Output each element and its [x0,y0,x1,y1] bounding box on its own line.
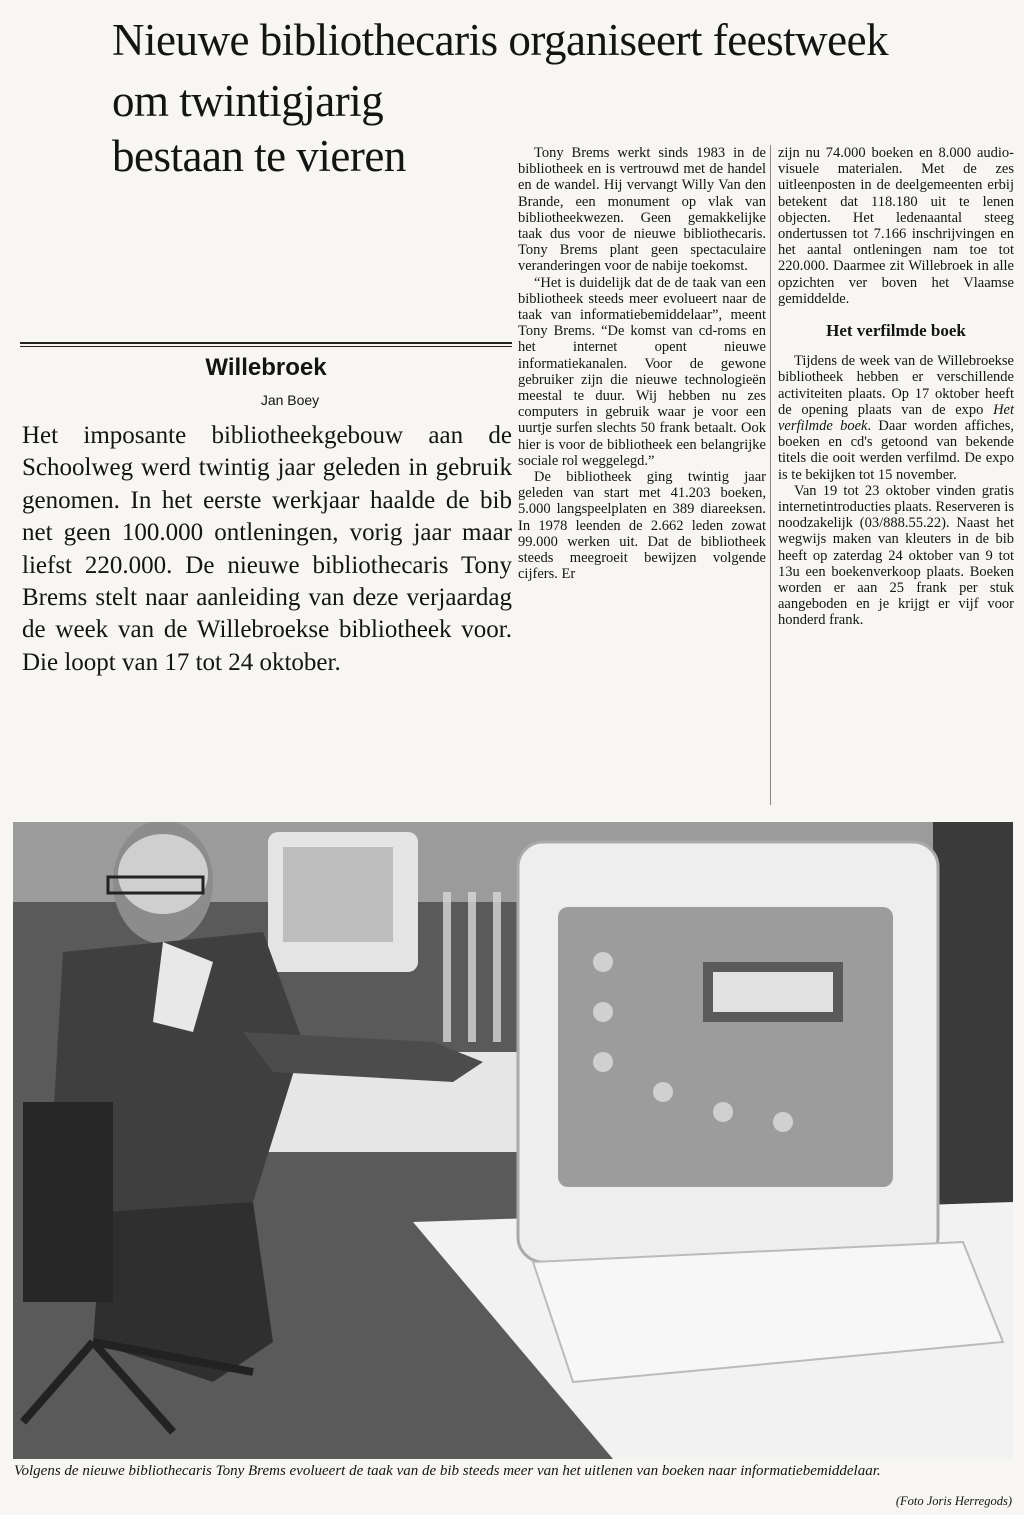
headline-line-3: bestaan te vieren [112,131,406,181]
headline-line-2: om twintigjarig [112,76,384,126]
body-paragraph: Van 19 tot 23 oktober vinden gratis internetintroducties plaats. Reserveren is noodzakelijk (03/888.55.22). Naast het wegwijs maken van kleuters in de bib heeft op zaterdag 24 oktober van 9 tot 13u een boekenverkoop plaats. Boeken worden er aan 25 frank per stuk aangeboden en je krijgt er vijf voor honderd frank. [778,482,1014,629]
body-paragraph: zijn nu 74.000 boeken en 8.000 audio-visuele materialen. Met de zes uitleenposten in de deelgemeenten erbij betekent dat 118.180 uit te lenen objecten. Het ledenaantal steeg ondertussen tot 7.166 inschrijvingen en het aantal ontleningen nam toe tot 220.000. Daarmee zit Willebroek in alle opzichten ver boven het Vlaamse gemiddelde. [778,145,1014,307]
body-paragraph: De bibliotheek ging twintig jaar geleden van start met 41.203 boeken, 5.000 langspeelplaten en 389 diareeksen. In 1978 leenden de 2.662 leden zowat 99.000 werken uit. Dat de bibliotheek steeds meegroeit bewijzen volgende cijfers. Er [518,469,766,583]
body-column-2 [518,145,766,582]
photo-illustration [13,822,1013,1459]
column-divider [770,145,771,805]
body-paragraph: Tony Brems werkt sinds 1983 in de bibliotheek en is vertrouwd met de handel en de wandel. Hij vervangt Willy Van den Brande, een monument op vlak van bibliotheekwezen. Geen gemakkelijke taak dus voor de nieuwe bibliothecaris. Tony Brems plant geen spectaculaire veranderingen voor de nabije toekomst. [518,145,766,275]
subheading: Het verfilmde boek [826,321,966,341]
body-column-3 [778,145,1014,629]
photo-credit: (Foto Joris Herregods) [895,1494,1012,1508]
body-paragraph: “Het is duidelijk dat de de taak van een bibliotheek steeds meer evolueert naar de taak van informatiebemiddelaar”, meent Tony Brems. “De komst van cd-roms en het internet opent nieuwe informatiekanalen. Voor de gewone gebruiker zijn die nieuwe technologieën meestal te duur. Wij hebben nu zes computers in gebruik waar je voor een uurtje surfen slechts 50 frank betaalt. Ook hier is voor de bibliotheek een belangrijke sociale rol weggelegd.” [518,274,766,469]
news-photo [13,822,1013,1459]
headline-line-1: Nieuwe bibliothecaris organiseert feestweek [112,15,889,65]
intro-paragraph: Het imposante bibliotheekgebouw aan de Schoolweg werd twintig jaar geleden in gebruik genomen. In het eerste werkjaar haalde de bib net geen 100.000 ontleningen, vorig jaar maar liefst 220.000. De nieuwe bibliothecaris Tony Brems stelt naar aanleiding van deze verjaardag de week van de Willebroekse bibliotheek voor. Die loopt van 17 tot 24 oktober. [22,422,512,676]
section-rule-bottom [20,346,512,347]
body-text: Tijdens de week van de Willebroekse bibliotheek hebben er verschillende activiteiten plaats. Op 17 oktober heeft de opening plaats van de expo [778,353,1014,418]
section-rule-top [20,342,512,344]
dateline: Willebroek [205,354,327,381]
body-text: . Daar worden affiches, boeken en cd's getoond van bekende titels die ooit werden verfilmd. De expo is te bekijken tot 15 november. [778,418,1014,483]
byline: Jan Boey [260,392,320,408]
body-paragraph [778,353,1014,483]
photo-caption: Volgens de nieuwe bibliothecaris Tony Brems evolueert de taak van de bib steeds meer van het uitlenen van boeken naar informatiebemiddelaar. [14,1463,881,1479]
expo-title: Het verfilmde boek [778,401,1014,435]
